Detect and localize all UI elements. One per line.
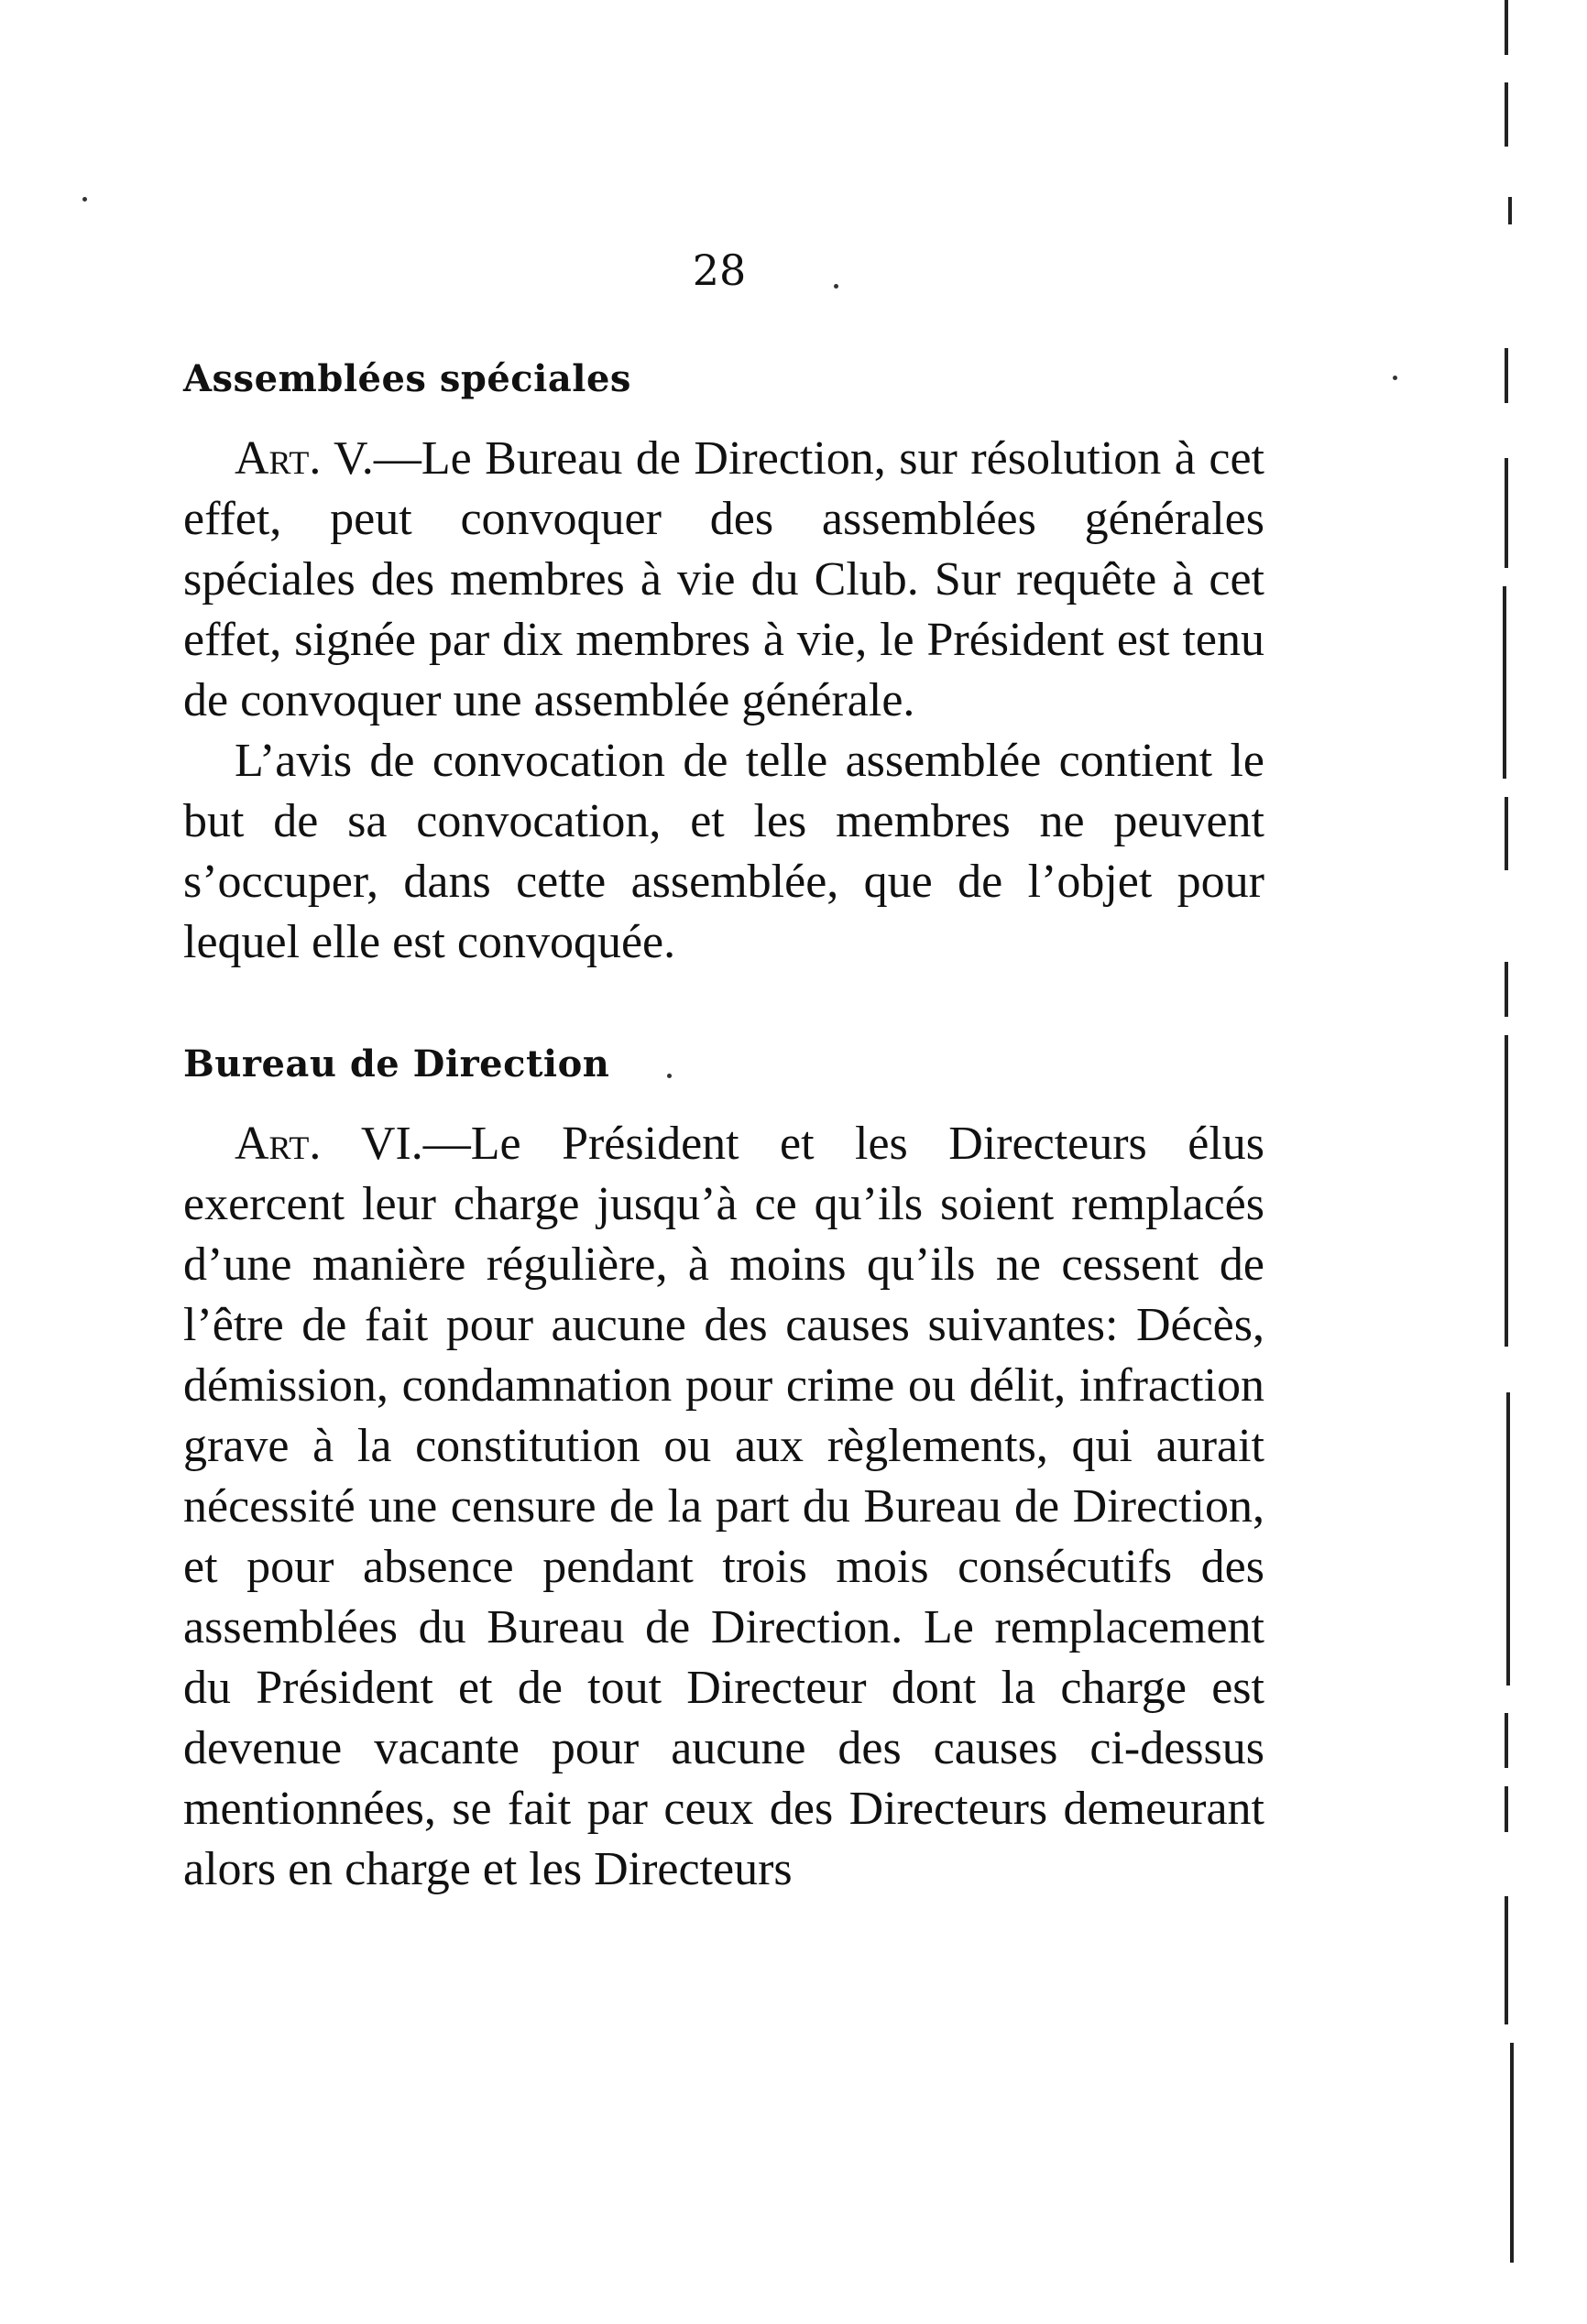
page-number: 28 — [692, 245, 747, 295]
article-paragraph — [183, 429, 1264, 731]
paragraph-text: L’avis de convocation de telle assemblée contient le but de sa convocation, et les membres ne peuvent s’occuper, dans cette assemblée, que de l’objet pour lequel elle est convoquée. — [183, 735, 1264, 968]
paragraph — [183, 731, 1264, 973]
paragraph-text: —Le Président et les Directeurs élus exercent leur charge jusqu’à ce qu’ils soient remplacés d’une manière régulière, à moins qu’ils ne cessent de l’être de fait pour aucune des causes suivantes: Décès, démission, condamnation pour crime ou délit, infraction grave à la constitution ou aux règlements, qui aurait nécessité une censure de la part du Bureau de Direction, et pour absence pendant trois mois consécutifs des assemblées du Bureau de Direction. Le remplacement du Président et de tout Directeur dont la charge est devenue vacante pour aucune des causes ci-dessus mentionnées, se fait par ceux des Directeurs demeurant alors en charge et les Directeurs — [183, 1118, 1265, 1895]
section-bureau-de-direction — [183, 1037, 1264, 1900]
section-heading: Assemblées spéciales — [183, 357, 631, 400]
paragraph-text: —Le Bureau de Direction, sur résolution à cet effet, peut convoquer des assemblées générales spéciales des membres à vie du Club. Sur requête à cet effet, signée par dix membres à vie, le Président est tenu de convoquer une assemblée générale. — [183, 432, 1264, 726]
article-number: Art. VI. — [235, 1118, 423, 1170]
page-content — [183, 352, 1264, 1900]
article-number: Art. V. — [235, 432, 374, 485]
section-assemblees-speciales — [183, 352, 1264, 973]
article-paragraph — [183, 1114, 1264, 1900]
section-heading: Bureau de Direction — [183, 1042, 610, 1086]
